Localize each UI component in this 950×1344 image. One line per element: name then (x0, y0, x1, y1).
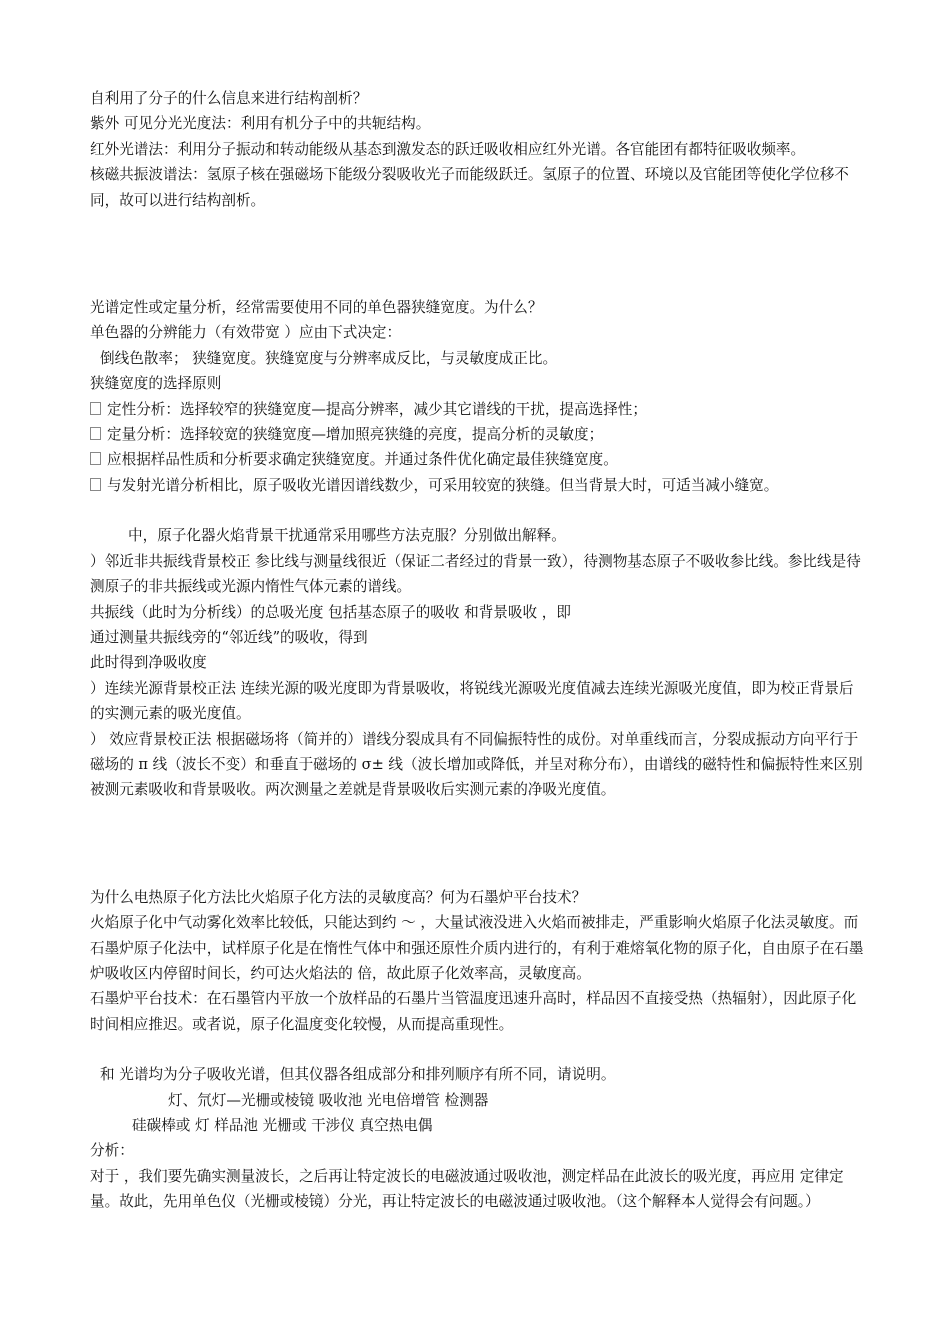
total-absorbance-line: 共振线（此时为分析线）的总吸光度 包括基态原子的吸收 和背景吸收 ，即 (90, 603, 571, 621)
answer-uv-vis: 紫外 可见分光光度法：利用有机分子中的共轭结构。 (90, 115, 431, 133)
slit-principle-heading: 狭缝宽度的选择原则 (90, 375, 222, 393)
list-item: 定性分析：选择较窄的狭缝宽度—提高分辨率，减少其它谱线的干扰，提高选择性； (90, 397, 865, 422)
method-2-line: ）连续光源背景校正法 连续光源的吸光度即为背景吸收，将锐线光源吸光度值减去连续光源吸光度值，即为校正背景后的实测元素的吸光度值。 (90, 679, 854, 723)
answer-nmr: 核磁共振波谱法：氢原子核在强磁场下能级分裂吸收光子而能级跃迁。氢原子的位置、环境以及官能团等使化学位移不同，故可以进行结构剖析。 (90, 166, 849, 209)
question-5: 和 光谱均为分子吸收光谱，但其仪器各组成部分和排列顺序有所不同，请说明。 (100, 1066, 616, 1084)
bullet-box-icon (90, 478, 101, 491)
question-4: 为什么电热原子化方法比火焰原子化方法的灵敏度高？何为石墨炉平台技术？ (90, 888, 587, 906)
method-1-line: ）邻近非共振线背景校正 参比线与测量线很近（保证二者经过的背景一致），待测物基态原子不吸收参比线。参比线是待测原子的非共振线或光源内惰性气体元素的谱线。 (90, 552, 861, 596)
analysis-heading: 分析： (90, 1142, 134, 1160)
dispersion-line: 倒线色散率； 狭缝宽度。狭缝宽度与分辨率成反比，与灵敏度成正比。 (100, 349, 558, 367)
net-absorbance-line: 此时得到净吸收度 (90, 654, 207, 672)
question-1: 自利用了分子的什么信息来进行结构剖析？ (90, 90, 368, 107)
spacer (90, 1037, 865, 1062)
list-item: 定量分析：选择较宽的狭缝宽度—增加照亮狭缝的亮度，提高分析的灵敏度； (90, 422, 865, 447)
spacer (90, 213, 865, 295)
platform-technique-line: 石墨炉平台技术：在石墨管内平放一个放样品的石墨片当管温度迅速升高时，样品因不直接受热（热辐射），因此原子化时间相应推迟。或者说，原子化温度变化较慢，从而提高重现性。 (90, 990, 857, 1033)
list-item: 与发射光谱分析相比，原子吸收光谱因谱线数少，可采用较宽的狭缝。但当背景大时，可适当减小缝宽。 (90, 473, 865, 498)
bullet-box-icon (90, 427, 101, 440)
question-2: 光谱定性或定量分析，经常需要使用不同的单色器狭缝宽度。为什么？ (90, 299, 543, 317)
method-3-line: ） 效应背景校正法 根据磁场将（简并的）谱线分裂成具有不同偏振特性的成份。对单重线而言，分裂成振动方向平行于磁场的 π 线（波长不变）和垂直于磁场的 σ± 线（波长增加或降低，并呈对称分布），由谱线的磁特性和偏振特性来区别被测元素吸收和背景吸收。两次测量之差就是背景吸收后实测元素的净吸光度值。 (90, 730, 863, 799)
document-body (90, 86, 865, 1215)
flame-vs-furnace-line: 火焰原子化中气动雾化效率比较低，只能达到约 ～ ，大量试液没进入火焰而被排走，严重影响火焰原子化法灵敏度。而石墨炉原子化法中，试样原子化是在惰性气体中和强还原性介质内进行的，有利于难熔氧化物的原子化，自由原子在石墨炉吸收区内停留时间长，约可达火焰法的 倍，故此原子化效率高，灵敏度高。 (90, 914, 864, 982)
bullet-box-icon (90, 452, 101, 465)
analysis-text: 对于 ，我们要先确实测量波长，之后再让特定波长的电磁波通过吸收池，测定样品在此波长的吸光度，再应用 定律定量。故此，先用单色仪（光栅或棱镜）分光，再让特定波长的电磁波通过吸收池。（这个解释本人觉得会有问题。） (90, 1167, 844, 1211)
adjacent-line: 通过测量共振线旁的“邻近线”的吸收，得到 (90, 628, 368, 646)
resolution-formula-line: 单色器的分辨能力（有效带宽 ）应由下式决定： (90, 324, 402, 342)
spacer (90, 498, 865, 523)
bullet-box-icon (90, 402, 101, 415)
spacer (90, 803, 865, 885)
uv-instrument-line: 灯、氘灯—光栅或棱镜 吸收池 光电倍增管 检测器 (168, 1091, 489, 1109)
answer-ir: 红外光谱法：利用分子振动和转动能级从基态到激发态的跃迁吸收相应红外光谱。各官能团有都特征吸收频率。 (90, 140, 806, 158)
list-item: 应根据样品性质和分析要求确定狭缝宽度。并通过条件优化确定最佳狭缝宽度。 (90, 447, 865, 472)
question-3: 中，原子化器火焰背景干扰通常采用哪些方法克服？分别做出解释。 (128, 527, 566, 545)
ir-instrument-line: 硅碳棒或 灯 样品池 光栅或 干涉仪 真空热电偶 (132, 1117, 433, 1134)
